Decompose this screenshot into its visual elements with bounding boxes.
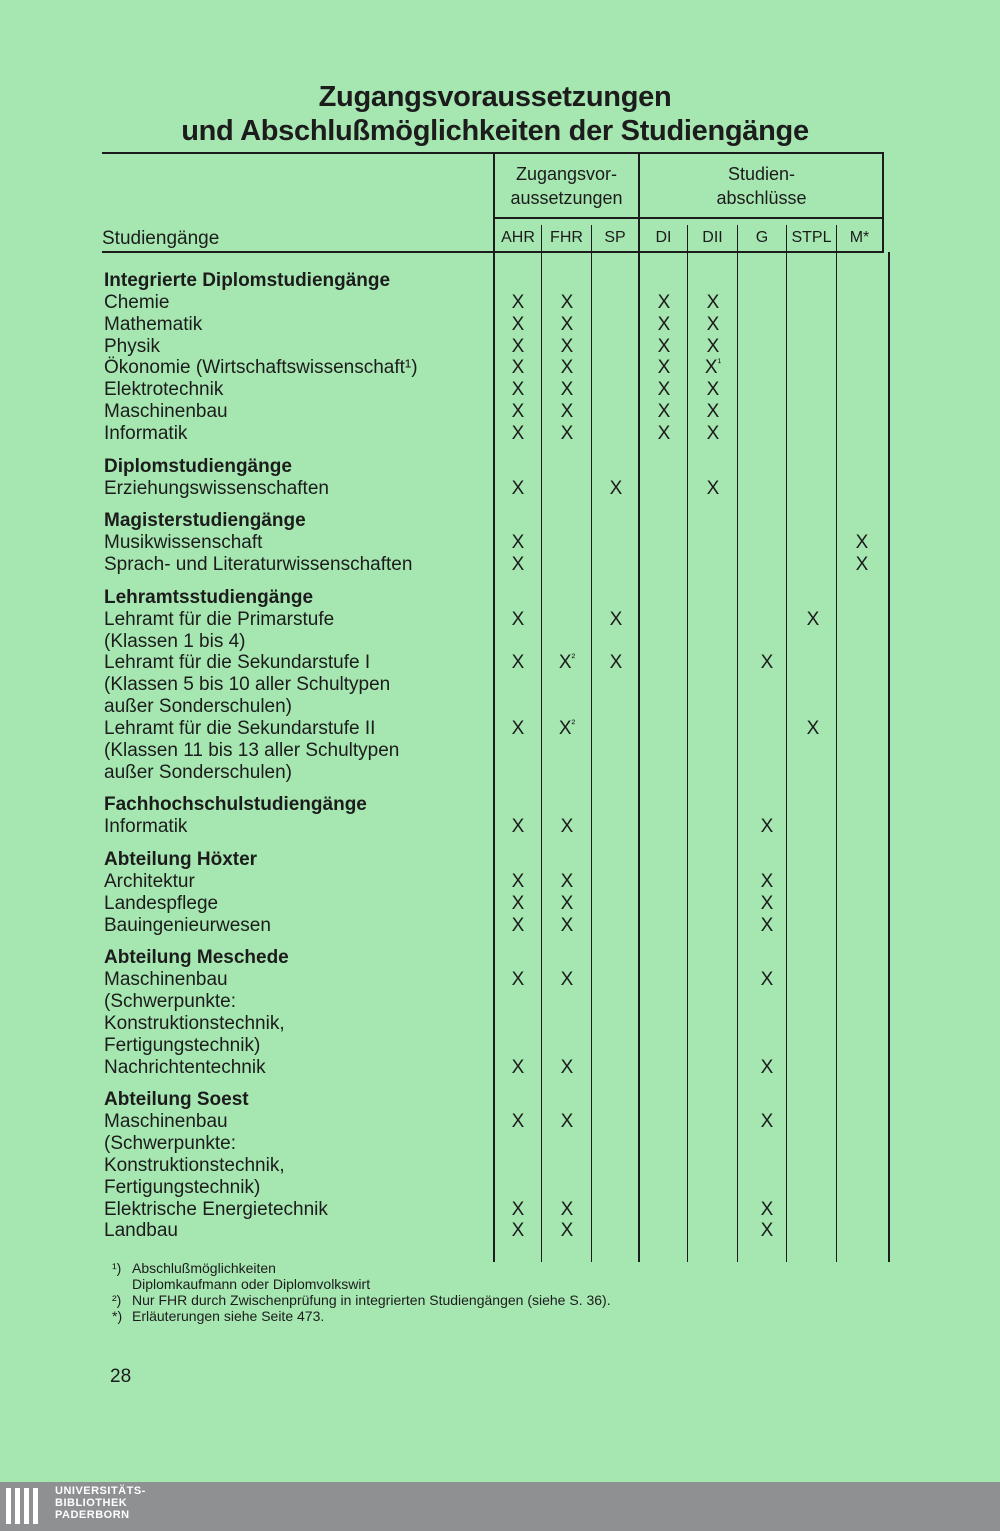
library-name [55, 1485, 146, 1521]
cell-mark: X [560, 401, 574, 422]
footnote-1 [112, 1260, 276, 1276]
library-name-line1: UNIVERSITÄTS- [55, 1485, 146, 1497]
cell-mark: X [609, 478, 623, 499]
cell-mark: X [657, 379, 671, 400]
cell-mark: $X^{^2}$ [558, 718, 576, 739]
cell-mark: X [560, 1111, 574, 1132]
row-label: Lehramt für die Sekundarstufe II [104, 718, 376, 739]
cell-mark: X [760, 1057, 774, 1078]
row-label: außer Sonderschulen) [104, 696, 292, 717]
footnote-text: Nur FHR durch Zwischenprüfung in integrierten Studiengängen (siehe S. 36). [132, 1292, 611, 1308]
table-divider-zugang [638, 152, 640, 1262]
header-studiengaenge: Studiengänge [102, 228, 220, 249]
row-label: Landespflege [104, 893, 219, 914]
row-label: Sprach- und Literaturwissenschaften [104, 554, 413, 575]
row-label: Informatik [104, 423, 188, 444]
section-heading: Magisterstudiengänge [104, 510, 306, 531]
row-label: Maschinenbau [104, 969, 228, 990]
cell-mark: X [657, 292, 671, 313]
cell-mark: X [511, 554, 525, 575]
footnote-text: Abschlußmöglichkeiten [132, 1260, 276, 1276]
cell-mark: X [760, 816, 774, 837]
cell-mark: X [560, 292, 574, 313]
cell-mark: X [706, 423, 720, 444]
cell-mark: X [560, 314, 574, 335]
cell-mark: X [560, 423, 574, 444]
cell-mark: X [706, 336, 720, 357]
row-label: außer Sonderschulen) [104, 762, 292, 783]
header-mid-rule [494, 217, 884, 219]
col-header-dii: DII [702, 229, 723, 246]
cell-mark: X [609, 609, 623, 630]
cell-mark: X [511, 423, 525, 444]
row-label: Maschinenbau [104, 1111, 228, 1132]
row-label: Nachrichtentechnik [104, 1057, 266, 1078]
cell-mark: X [511, 478, 525, 499]
cell-mark: X [706, 401, 720, 422]
col-divider-g [786, 225, 787, 1262]
row-label: Mathematik [104, 314, 203, 335]
footnote-ref: ² [571, 718, 576, 730]
cell-mark: X [511, 816, 525, 837]
cell-mark: X [511, 893, 525, 914]
col-header-stpl: STPL [791, 229, 832, 246]
row-label: Fertigungstechnik) [104, 1177, 261, 1198]
cell-mark: X [560, 1199, 574, 1220]
section-heading: Fachhochschulstudiengänge [104, 794, 367, 815]
cell-mark: X [609, 652, 623, 673]
row-label: (Klassen 1 bis 4) [104, 631, 246, 652]
row-label: (Schwerpunkte: [104, 1133, 237, 1154]
row-label: Landbau [104, 1220, 178, 1241]
row-label: Informatik [104, 816, 188, 837]
cell-mark: X [760, 915, 774, 936]
cell-mark: X [706, 379, 720, 400]
row-label: (Klassen 11 bis 13 aller Schultypen [104, 740, 400, 761]
page-number: 28 [110, 1366, 132, 1387]
header-zugang-line2: aussetzungen [510, 188, 623, 208]
cell-mark: X [560, 969, 574, 990]
library-name-line2: BIBLIOTHEK [55, 1497, 128, 1509]
row-label: Lehramt für die Primarstufe [104, 609, 335, 630]
cell-mark: X [657, 314, 671, 335]
footnote-text: Erläuterungen siehe Seite 473. [132, 1308, 325, 1324]
row-label: Chemie [104, 292, 170, 313]
cell-mark: X [760, 1220, 774, 1241]
section-heading: Lehramtsstudiengänge [104, 587, 314, 608]
row-label: Lehramt für die Sekundarstufe I [104, 652, 371, 673]
row-label: Maschinenbau [104, 401, 228, 422]
row-label: Architektur [104, 871, 195, 892]
col-header-di: DI [655, 229, 672, 246]
cell-mark: X [760, 652, 774, 673]
cell-mark: X [560, 1220, 574, 1241]
footnote-marker: ¹) [112, 1260, 122, 1276]
cell-mark: X [706, 292, 720, 313]
col-divider-di [687, 225, 688, 1262]
row-label: Ökonomie (Wirtschaftswissenschaft¹) [104, 357, 418, 378]
footnote-text: Diplomkaufmann oder Diplomvolkswirt [132, 1276, 371, 1292]
cell-mark: X [511, 314, 525, 335]
row-label: Elektrische Energietechnik [104, 1199, 328, 1220]
row-label: Erziehungswissenschaften [104, 478, 329, 499]
cell-mark: $X^{^2}$ [558, 652, 576, 673]
cell-mark: X [560, 871, 574, 892]
section-heading: Integrierte Diplomstudiengänge [104, 270, 391, 291]
table-divider-studiengaenge [493, 152, 495, 1262]
cell-mark: X [855, 532, 869, 553]
header-abschluss-line1: Studien- [727, 164, 796, 184]
section-heading: Diplomstudiengänge [104, 456, 292, 477]
cell-mark: X [511, 1057, 525, 1078]
cell-mark: X [760, 1111, 774, 1132]
cell-mark: X [657, 336, 671, 357]
cell-mark: X [511, 871, 525, 892]
cell-mark: $X^{^1}$ [704, 357, 722, 378]
cell-mark: X [511, 915, 525, 936]
cell-mark: X [560, 379, 574, 400]
footnote-ref: ² [571, 652, 576, 664]
footnote-3 [112, 1308, 324, 1324]
cell-mark: X [760, 871, 774, 892]
cell-mark: X [511, 401, 525, 422]
cell-mark: X [706, 314, 720, 335]
footnote-marker: ²) [112, 1292, 122, 1308]
section-heading: Abteilung Soest [104, 1089, 249, 1110]
col-divider-ahr [541, 225, 542, 1262]
library-footer-bar [0, 1482, 1000, 1531]
library-name-line3: PADERBORN [55, 1509, 130, 1521]
cell-mark: X [855, 554, 869, 575]
row-label: Fertigungstechnik) [104, 1035, 261, 1056]
section-heading: Abteilung Meschede [104, 947, 289, 968]
cell-mark: X [760, 893, 774, 914]
cell-mark: X [760, 1199, 774, 1220]
col-header-sp: SP [604, 229, 626, 246]
col-header-g: G [755, 229, 769, 246]
cell-mark: X [511, 1111, 525, 1132]
cell-mark: X [511, 652, 525, 673]
row-label: Bauingenieurwesen [104, 915, 271, 936]
cell-mark: X [657, 357, 671, 378]
col-divider-fhr [591, 225, 592, 1262]
table-right-border-lower [888, 252, 890, 1262]
cell-mark: X [657, 401, 671, 422]
row-label: (Klassen 5 bis 10 aller Schultypen [104, 674, 391, 695]
cell-mark: X [511, 1220, 525, 1241]
cell-mark: X [806, 718, 820, 739]
cell-mark: X [511, 718, 525, 739]
cell-mark: X [560, 915, 574, 936]
cell-mark: X [560, 816, 574, 837]
footnote-1-cont [112, 1276, 370, 1292]
section-heading: Abteilung Höxter [104, 849, 258, 870]
cell-mark: X [511, 532, 525, 553]
page-title-line2: und Abschlußmöglichkeiten der Studiengänge [181, 115, 809, 147]
cell-mark: X [760, 969, 774, 990]
library-logo-icon [6, 1488, 42, 1524]
cell-mark: X [657, 423, 671, 444]
cell-mark: X [706, 478, 720, 499]
col-header-ahr: AHR [501, 229, 535, 246]
cell-mark: X [560, 893, 574, 914]
col-header-fhr: FHR [550, 229, 583, 246]
header-zugang-line1: Zugangsvor- [515, 164, 618, 184]
cell-mark: X [511, 336, 525, 357]
footnote-marker: *) [112, 1308, 123, 1324]
row-label: Konstruktionstechnik, [104, 1155, 285, 1176]
row-label: Physik [104, 336, 160, 357]
cell-mark: X [511, 292, 525, 313]
cell-mark: X [560, 357, 574, 378]
cell-mark: X [806, 609, 820, 630]
page-title-line1: Zugangsvoraussetzungen [318, 81, 672, 113]
row-label: (Schwerpunkte: [104, 991, 237, 1012]
col-divider-stpl [836, 225, 837, 1262]
cell-mark: X [560, 336, 574, 357]
row-label: Konstruktionstechnik, [104, 1013, 285, 1034]
col-header-m: M* [849, 229, 870, 246]
row-label: Musikwissenschaft [104, 532, 263, 553]
cell-mark: X [560, 1057, 574, 1078]
cell-mark: X [511, 609, 525, 630]
row-label: Elektrotechnik [104, 379, 224, 400]
footnote-ref: ¹ [717, 357, 722, 369]
cell-mark: X [511, 379, 525, 400]
cell-mark: X [511, 969, 525, 990]
cell-mark: X [511, 1199, 525, 1220]
col-divider-dii [737, 225, 738, 1262]
cell-mark: X [511, 357, 525, 378]
footnote-2 [112, 1292, 611, 1308]
header-abschluss-line2: abschlüsse [716, 188, 807, 208]
